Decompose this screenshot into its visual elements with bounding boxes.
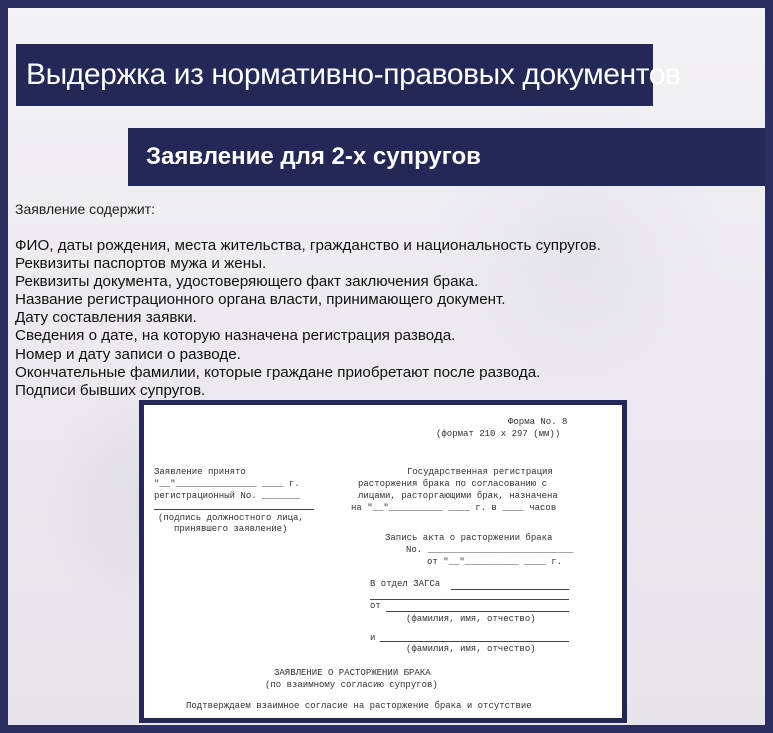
signature-note: принявшего заявление) (174, 524, 288, 534)
applicant-line (380, 641, 569, 642)
fio-note: (фамилия, имя, отчество) (406, 614, 536, 624)
and-label: и (370, 633, 376, 643)
zags-label: В отдел ЗАГСа (370, 579, 441, 589)
signature-line (154, 509, 314, 510)
form-format: (формат 210 x 297 (мм)) (436, 429, 561, 439)
application-subtitle: (по взаимному согласию супругов) (265, 680, 438, 690)
record-number: No. ___________________________ (406, 545, 574, 555)
from-label: от (370, 601, 381, 611)
list-item: Номер и дату записи о разводе. (15, 345, 241, 363)
list-item: Дату составления заявки. (15, 309, 197, 327)
list-item: Подписи бывших супругов. (15, 381, 206, 399)
record-date: от "__"__________ ____ г. (427, 557, 563, 567)
registration-text: лицами, расторгающими брак, назначена (358, 491, 558, 501)
signature-note: (подпись должностного лица, (158, 513, 304, 523)
page-title: Выдержка из нормативно-правовых документов (16, 44, 653, 106)
registration-text: расторжения брака по согласованию с (358, 479, 548, 489)
slide-background (8, 8, 765, 725)
applicant-line (386, 611, 569, 612)
list-item: Сведения о дате, на которую назначена регистрация развода. (15, 327, 456, 345)
zags-line (370, 599, 569, 600)
zags-line (451, 589, 569, 590)
list-item: Окончательные фамилии, которые граждане приобретают после развода. (15, 363, 541, 381)
registration-date: на "__"__________ ____ г. в ____ часов (351, 503, 557, 513)
application-body: Подтверждаем взаимное согласие на расторжение брака и отсутствие (186, 701, 532, 711)
section-title: Заявление для 2-х супругов (128, 128, 765, 186)
list-item: ФИО, даты рождения, места жительства, гражданство и национальность супругов. (15, 237, 601, 254)
form-number: Форма No. 8 (508, 417, 568, 427)
fio-note: (фамилия, имя, отчество) (406, 644, 536, 654)
list-item: Название регистрационного органа власти, принимающего документ. (15, 291, 506, 309)
application-title: ЗАЯВЛЕНИЕ О РАСТОРЖЕНИИ БРАКА (274, 668, 431, 678)
requirements-list (15, 237, 601, 400)
record-title: Запись акта о расторжении брака (385, 533, 553, 543)
accepted-label: Заявление принято (154, 467, 246, 477)
form-document-image (139, 400, 627, 723)
list-item: Реквизиты паспортов мужа и жены. (15, 255, 267, 273)
list-item: Реквизиты документа, удостоверяющего факт заключения брака. (15, 273, 479, 291)
accepted-date: "__"_______________ ____ г. (154, 479, 300, 489)
accepted-reg-number: регистрационный No. _______ (154, 491, 300, 501)
intro-text: Заявление содержит: (15, 201, 155, 217)
registration-text: Государственная регистрация (407, 467, 553, 477)
